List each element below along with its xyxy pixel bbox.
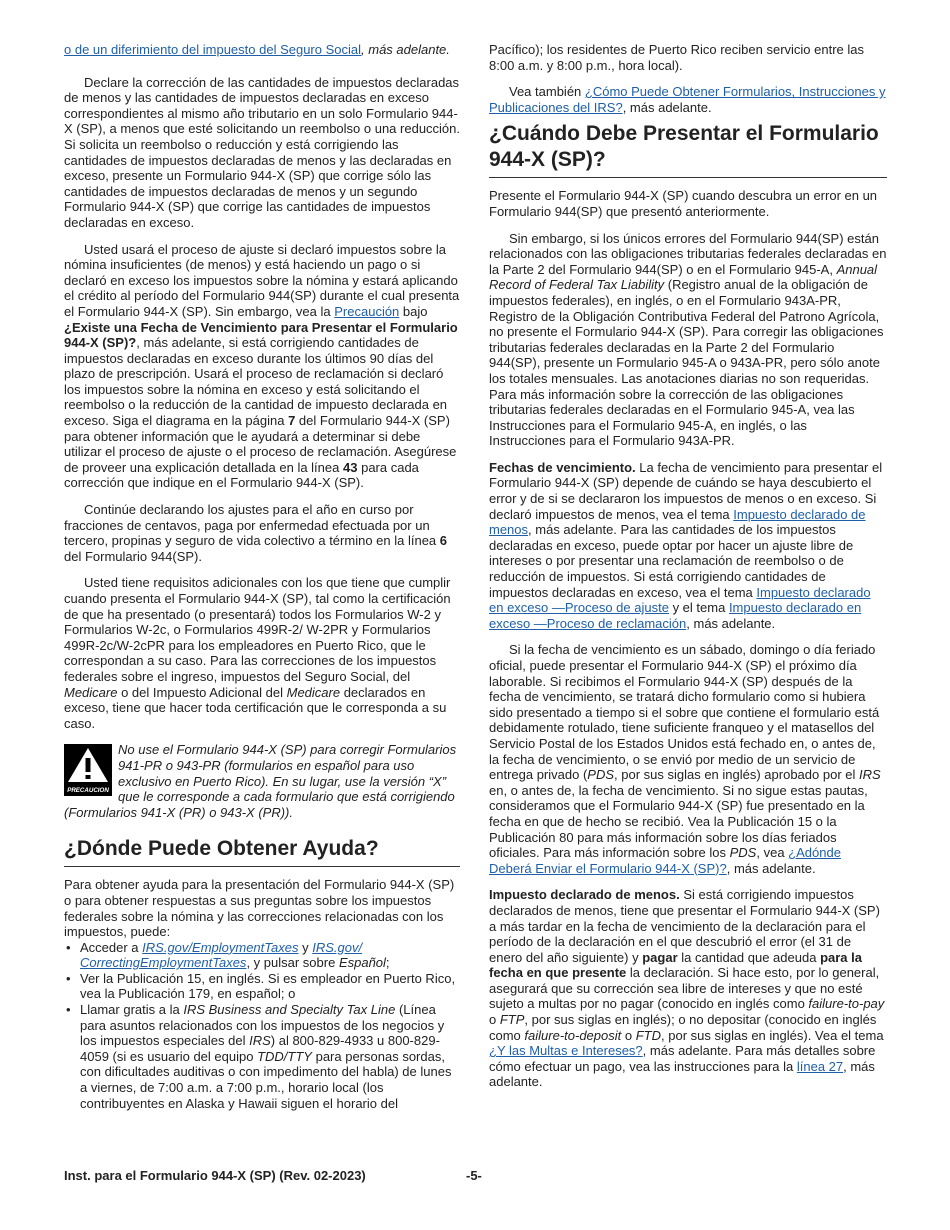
text: Llamar gratis a la bbox=[80, 1002, 180, 1018]
text: FTD bbox=[635, 1027, 662, 1043]
text: para cada corrección que indique en el Formulario 944-X (SP). bbox=[64, 459, 419, 491]
text: Usted tiene requisitos adicionales con los que tiene que cumplir cuando presenta el Formulario 944-X (SP), tal como la certificación de que ha presentado (o presentará) todos los Formularios W-2 y Formularios W-2c, o Formularios 499R-2/ W-2PR y Formularios 499R-2c/W-2cPR para los empleadores en Puerto Rico, que le correspondan a su caso. Para las correcciones de los impuestos federales sobre el ingreso, impuestos del Seguro Social, del bbox=[64, 575, 451, 684]
text: la cantidad que adeuda bbox=[681, 949, 817, 965]
paragraph-continuation: Pacífico); los residentes de Puerto Rico reciben servicio entre las 8:00 a.m. y 8:00 p.m., hora local). bbox=[489, 42, 865, 73]
text: Impuesto declarado de menos. bbox=[489, 887, 680, 903]
text: 6 bbox=[439, 533, 448, 549]
text: 43 bbox=[343, 459, 358, 475]
text: PDS bbox=[729, 845, 757, 861]
text: Continúe declarando los ajustes para el año en curso por fracciones de centavos, paga por enfermedad efectuada por un tercero, propinas y seguro de vida colectivo a término en la línea bbox=[64, 502, 437, 549]
text: Usted usará el proceso de ajuste si declaró impuestos sobre la nómina insuficientes (de menos) y está haciendo un pago o si declaró en exceso los impuestos sobre la nómina y estará aplicando el crédito al período del Formulario 944(SP) durante el cual presenta el Formulario 944-X (SP). Sin embargo, vea la bbox=[64, 241, 460, 319]
text: La fecha de vencimiento para presentar el Formulario 944-X (SP) depende de cuándo se haya descubierto el error y de si se declararon los impuestos de menos o en exceso. Si declaró impuestos de menos, vea el tema bbox=[489, 459, 883, 522]
text: ¿Existe una Fecha de Vencimiento para Presentar el Formulario 944-X (SP)? bbox=[64, 319, 458, 351]
link-exceso-reclamacion[interactable]: Impuesto declarado en exceso —Proceso de reclamación bbox=[489, 600, 862, 631]
text: , más adelante. bbox=[726, 860, 816, 876]
link-declarado-menos[interactable]: Impuesto declarado de menos bbox=[489, 506, 866, 538]
text: Vea también bbox=[509, 84, 582, 100]
link-adonde-enviar[interactable]: ¿Adónde Deberá Enviar el Formulario 944-X (SP)? bbox=[489, 845, 841, 876]
link-exceso-ajuste[interactable]: Impuesto declarado en exceso —Proceso de ajuste bbox=[489, 584, 871, 616]
text: , más adelante. bbox=[489, 1058, 875, 1090]
footer-title: Inst. para el Formulario 944-X (SP) (Rev. 02-2023) bbox=[64, 1168, 366, 1183]
text: y el tema bbox=[672, 600, 726, 616]
text: pagar bbox=[642, 949, 678, 965]
link-employment-taxes[interactable] bbox=[142, 940, 298, 955]
text: del Formulario 944-X (SP) para obtener información que le ayudará a determinar si debe utilizar el proceso de ajuste o el proceso de reclamación. Asegúrese de proveer una explicación detallada en la línea bbox=[64, 413, 457, 475]
text: failure-to-pay bbox=[808, 996, 885, 1012]
text: IRS Business and Specialty Tax Line bbox=[183, 1002, 396, 1018]
text: , más adelante. bbox=[686, 615, 776, 631]
paragraph-see-also bbox=[489, 84, 887, 115]
caution-icon bbox=[64, 744, 112, 796]
paragraph-sin-embargo bbox=[489, 231, 887, 449]
paragraph-correccion: Declare la corrección de las cantidades de impuestos declaradas de menos y las cantidades de impuestos declaradas en exceso correspondientes al mismo año tributario en un solo Formulario 944-X (SP), a menos que esté solicitando un reembolso o una reducción. Si solicita un reembolso o reducción y está corrigiendo las cantidades de impuestos declaradas de menos y las declaradas en exceso, presente un Formulario 944-X (SP) que corrige sólo las cantidades de impuestos declaradas de menos y un segundo Formulario 944-X (SP) que corrige las cantidades de impuestos declaradas en exceso. bbox=[64, 74, 461, 230]
text: IRS.gov/EmploymentTaxes bbox=[142, 939, 299, 955]
text: y bbox=[302, 939, 309, 955]
left-column bbox=[64, 42, 460, 1111]
text: Si está corrigiendo impuestos declarados de menos, tiene que presentar el Formulario 944-X (SP) a más tardar en la fecha de vencimiento de la declaración para el período de la declaración en el que descubrió el error (el 31 de enero del año siguiente) y bbox=[489, 887, 880, 965]
text: PDS bbox=[587, 767, 615, 783]
text: , por sus siglas en inglés); o no depositar (conocido en inglés como bbox=[489, 1012, 877, 1043]
link-precaucion[interactable]: Precaución bbox=[334, 303, 400, 319]
text: para la fecha en que presente bbox=[489, 949, 862, 981]
text: IRS bbox=[859, 767, 881, 783]
text: (Línea para asuntos relacionados con los impuestos de los negocios y los impuestos especiales del bbox=[80, 1002, 445, 1049]
link-obtener-formularios[interactable]: ¿Cómo Puede Obtener Formularios, Instrucciones y Publicaciones del IRS? bbox=[489, 84, 886, 115]
page-number: -5- bbox=[466, 1168, 482, 1183]
paragraph-continue bbox=[64, 502, 460, 564]
text: o bbox=[624, 1027, 633, 1043]
text: bajo bbox=[402, 303, 428, 319]
text: (Registro anual de la obligación de impuestos federales), en inglés, o en el Formulario 943A-PR, Registro de la Obligación Contributiva Federal del Patrono Agrícola, no presente el Formulario 944-X (SP). Para corregir las obligaciones tributarias federales declaradas en la Parte 2 del Formulario 944(SP), presente un Formulario 945-A o 943A-PR, pero sólo anote los totales mensuales. Las anotaciones diarias no son requeridas. Para más información sobre la corrección de las obligaciones tributarias federales declaradas en el Formulario 945-A, vea las Instrucciones para el Formulario 945-A, en inglés, o las Instrucciones para el Formulario 943A-PR. bbox=[489, 277, 884, 449]
text: declarados en exceso, tiene que hacer toda certificación que le corresponda a su caso. bbox=[64, 684, 447, 731]
text: o del Impuesto Adicional del bbox=[121, 684, 283, 700]
text: IRS bbox=[249, 1033, 271, 1049]
text: Acceder a bbox=[80, 939, 139, 955]
caution-label: PRECAUCION bbox=[67, 787, 109, 795]
text: Español bbox=[338, 955, 386, 971]
text: FTP bbox=[499, 1012, 525, 1028]
caution-box bbox=[64, 742, 460, 820]
list-item bbox=[64, 940, 460, 971]
text: , más adelante, si está corrigiendo cantidades de impuestos declaradas en exceso durante los últimos 90 días del plazo de prescripción. Usará el proceso de reclamación si declaró los impuestos sobre la nómina en exceso y está solicitando el reembolso o la reducción de la cantidad de impuesto declarada en exceso. Siga el diagrama en la página bbox=[64, 335, 448, 429]
text: ; bbox=[385, 955, 390, 971]
text: , más adelante. Para las cantidades de los impuestos declaradas en exceso, puede optar por hacer un ajuste libre de intereses o por presentar una reclamación de reembolso o de reducción de impuestos. Si está corrigiendo cantidades de impuestos declaradas en exceso, vea el tema bbox=[489, 522, 854, 600]
text: , por sus siglas en inglés) aprobado por el bbox=[614, 767, 856, 783]
caution-text: No use el Formulario 944-X (SP) para corregir Formularios 941-PR o 943-PR (formularios en español para uso exclusivo en Puerto Rico). En su lugar, use la versión “X” que le corresponde a cada formulario que está corrigiendo (Formularios 941-X (PR) o 943-X (PR)). bbox=[64, 742, 457, 820]
text: Fechas de vencimiento. bbox=[489, 459, 636, 475]
text: o bbox=[489, 1012, 497, 1028]
help-list bbox=[64, 940, 460, 1112]
text: TDD/TTY bbox=[257, 1048, 312, 1064]
paragraph-impuesto-menos bbox=[489, 887, 887, 1090]
paragraph-presente: Presente el Formulario 944-X (SP) cuando descubra un error en un Formulario 944(SP) que presentó anteriormente. bbox=[489, 188, 878, 219]
paragraph-ayuda-intro: Para obtener ayuda para la presentación del Formulario 944-X (SP) o para obtener respuestas a sus preguntas sobre los impuestos federales sobre la nómina y las correcciones relacionadas con los impuestos, puede: bbox=[64, 877, 455, 940]
link-diferimiento[interactable]: o de un diferimiento del impuesto del Seguro Social bbox=[64, 42, 362, 57]
text: 7 bbox=[288, 413, 296, 429]
divider bbox=[489, 177, 887, 178]
link-linea-27[interactable]: línea 27 bbox=[796, 1058, 844, 1074]
heading-ayuda: ¿Dónde Puede Obtener Ayuda? bbox=[64, 837, 379, 861]
text: Sin embargo, si los únicos errores del Formulario 944(SP) están relacionados con las obligaciones tributarias federales declaradas en la Parte 2 del Formulario 944(SP) o en el Formulario 945-A, bbox=[489, 230, 887, 277]
list-item bbox=[64, 1002, 460, 1111]
paragraph-sabado bbox=[489, 642, 887, 876]
text: Medicare bbox=[64, 684, 118, 700]
text: en, o antes de, la fecha de vencimiento. Si no sigue estas pautas, consideramos que el Formulario 944-X (SP) fue presentado en la fecha en que de hecho se recibió. Vea la Publicación 15 o la Publicación 80 para más información sobre los días feriados oficiales. Para más información sobre los bbox=[489, 782, 868, 861]
link-multas-intereses[interactable]: ¿Y las Multas e Intereses? bbox=[489, 1043, 643, 1059]
text: Medicare bbox=[286, 684, 341, 700]
divider bbox=[64, 866, 460, 867]
paragraph-requisitos bbox=[64, 575, 460, 731]
text: , más adelante. bbox=[622, 99, 712, 115]
list-item: • Ver la Publicación 15, en inglés. Si es empleador en Puerto Rico, vea la Publicación 179, en español; o bbox=[64, 971, 460, 1002]
text: del Formulario 944(SP). bbox=[64, 548, 202, 564]
heading-cuando: ¿Cuándo Debe Presentar el Formulario 944-X (SP)? bbox=[489, 122, 879, 172]
paragraph-ajuste bbox=[64, 242, 460, 492]
text: IRS.gov/ CorrectingEmploymentTaxes bbox=[80, 939, 363, 971]
text: failure-to-deposit bbox=[524, 1027, 622, 1043]
text: la declaración. Si hace esto, por lo general, asegurará que su corrección sea libre de intereses y que no esté sujeto a multas por no pagar (conocido en inglés como bbox=[489, 965, 880, 1012]
text: Annual Record of Federal Tax Liability bbox=[489, 261, 878, 293]
text: , más adelante. bbox=[361, 42, 450, 57]
text: , y pulsar sobre bbox=[246, 955, 336, 971]
text: para personas sordas, con dificultades auditivas o con impedimento del habla) de lunes a viernes, de 7:00 a.m. a 7:00 p.m., horario local (los contribuyentes en Alaska y Hawaii siguen el horario del bbox=[80, 1048, 452, 1111]
text: Si la fecha de vencimiento es un sábado, domingo o día feriado oficial, puede presentar el Formulario 944-X (SP) el próximo día laborable. Si recibimos el Formulario 944-X (SP) después de la fecha de vencimiento, se tratará dicho formulario como si hubiera sido presentado a tiempo si el sobre que contiene el formulario está debidamente rotulado, tiene suficiente franqueo y el matasellos del Servicio Postal de los Estados Unidos está fechado en, o antes de, la fecha de vencimiento, o se envió por medio de un servicio de entrega privado ( bbox=[489, 642, 880, 783]
text: , por sus siglas en inglés). Vea el tema bbox=[661, 1027, 884, 1043]
text: , más adelante. Para más detalles sobre cómo efectuar un pago, vea las instrucciones para la bbox=[489, 1043, 876, 1074]
text: ) al 800-829-4933 u 800-829-4059 (si es usuario del equipo bbox=[80, 1033, 440, 1064]
paragraph-fechas bbox=[489, 460, 887, 632]
right-column bbox=[489, 42, 887, 1101]
text: , vea bbox=[756, 845, 785, 861]
